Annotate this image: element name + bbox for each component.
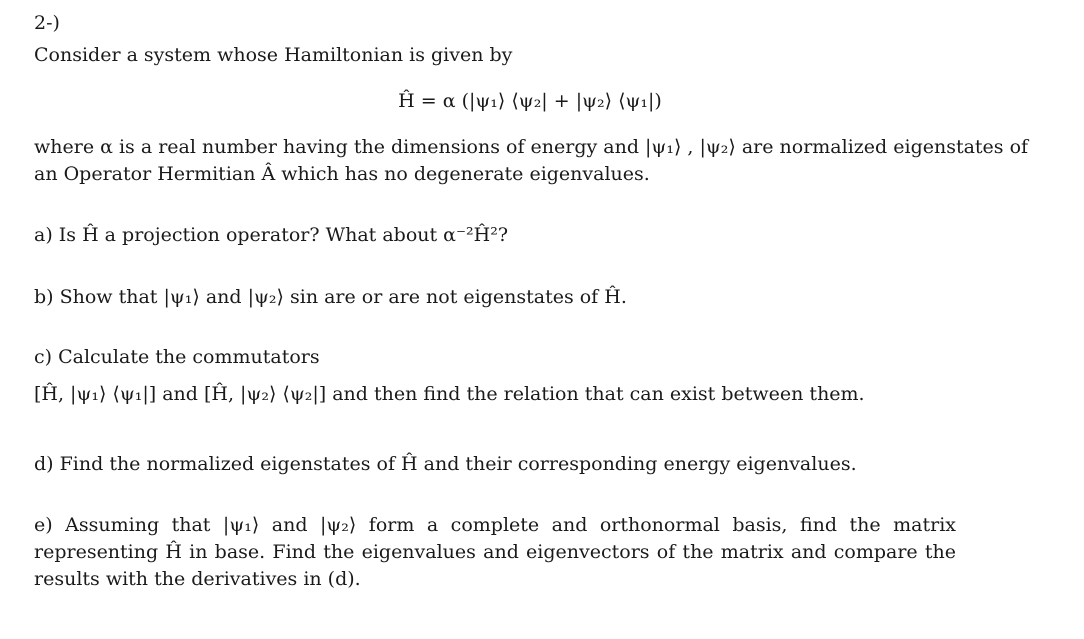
hamiltonian-equation: Ĥ = α (|ψ₁⟩ ⟨ψ₂| + |ψ₂⟩ ⟨ψ₁|) [398,90,662,112]
context-line-2: an Operator Hermitian Â which has no degenerate eigenvalues. [34,163,650,185]
part-c-commutators: [Ĥ, |ψ₁⟩ ⟨ψ₁|] and [Ĥ, |ψ₂⟩ ⟨ψ₂|] and then find the relation that can exist between them. [34,383,865,405]
context-line-1: where α is a real number having the dimensions of energy and |ψ₁⟩ , |ψ₂⟩ are normalized eigenstates of [34,136,1029,158]
problem-number: 2-) [34,12,60,34]
part-b: b) Show that |ψ₁⟩ and |ψ₂⟩ sin are or are not eigenstates of Ĥ. [34,286,627,308]
part-d: d) Find the normalized eigenstates of Ĥ and their corresponding energy eigenvalues. [34,453,857,475]
part-e: e) Assuming that |ψ₁⟩ and |ψ₂⟩ form a complete and orthonormal basis, find the matrix representing Ĥ in base. Find the eigenvalues and eigenvectors of the matrix and compare the results with the derivatives in (d). [34,514,956,590]
part-c-title: c) Calculate the commutators [34,346,320,368]
problem-intro: Consider a system whose Hamiltonian is given by [34,44,513,66]
part-a: a) Is Ĥ a projection operator? What about α⁻²Ĥ²? [34,224,509,246]
